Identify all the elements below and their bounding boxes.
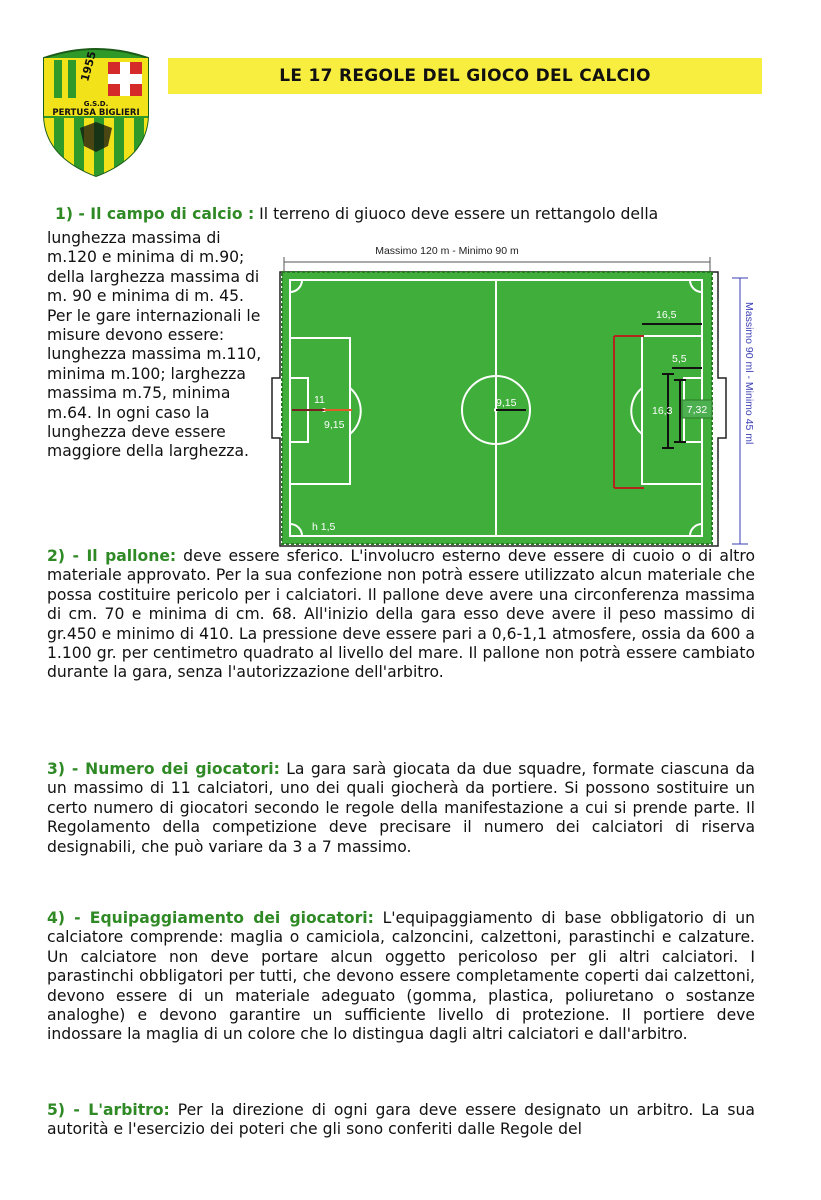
section-2-body: deve essere sferico. L'involucro esterno deve essere di cuoio o di altro materiale approvato. Per la sua confezione non potrà essere utilizzato alcun materiale che possa costituire pericolo per i calciatori. Il pallone deve avere una circonferenza massima di cm. 70 e minima di cm. 68. All'inizio della gara esso deve avere il peso massimo di gr.450 e minimo di 410. La pressione deve essere pari a 0,6-1,1 atmosfere, ossia da 600 a 1.100 gr. per centimetro quadrato al livello del mare. Il pallone non potrà essere cambiato durante la gara, senza l'autorizzazione dell'arbitro.: [47, 547, 755, 682]
section-5: [47, 1101, 755, 1140]
label-goal-area-width: 16,3: [652, 405, 673, 417]
label-goal-area-depth: 5,5: [672, 353, 687, 365]
logo-year: 1955: [78, 49, 99, 83]
logo-line2: PERTUSA BIGLIERI: [52, 108, 140, 118]
title-banner: [168, 58, 762, 94]
label-penalty-spot: 11: [314, 394, 325, 406]
section-3: [47, 760, 755, 857]
section-4-heading: 4) - Equipaggiamento dei giocatori:: [47, 909, 374, 927]
section-4: [47, 909, 755, 1045]
club-logo: [36, 44, 156, 178]
label-penalty-depth: 16,5: [656, 309, 677, 321]
section-1-intro: Il terreno di giuoco deve essere un rettangolo della: [254, 205, 659, 223]
section-5-body: Per la direzione di ogni gara deve essere designato un arbitro. La sua autorità e l'esercizio dei poteri che gli sono conferiti dalle Regole del: [47, 1101, 755, 1139]
field-side-dimension: Massimo 90 ml - Minimo 45 ml: [743, 302, 755, 445]
logo-line1: G.S.D.: [83, 100, 109, 108]
section-4-body: L'equipaggiamento di base obbligatorio di un calciatore comprende: maglia o camiciola, calzoncini, calzettoni, parastinchi e calzature. Un calciatore non deve portare alcun oggetto pericoloso per gli altri calciatori. I parastinchi obbligatori per tutti, che devono essere completamente coperti dai calzettoni, devono essere di un materiale adeguato (gomma, plastica, poliuretano o sostanze analoghe) e devono garantire un sufficiente livello di protezione. Il portiere deve indossare la maglia di un colore che lo distingua dagli altri calciatori e dall'arbitro.: [47, 909, 755, 1044]
label-goal-width: 7,32: [686, 404, 708, 416]
football-field-diagram: [262, 238, 762, 554]
page-title: LE 17 REGOLE DEL GIOCO DEL CALCIO: [279, 66, 651, 86]
section-3-body: La gara sarà giocata da due squadre, formate ciascuna da un massimo di 11 calciatori, uno dei quali giocherà da portiere. Si possono sostituire un certo numero di giocatori secondo le regole della manifestazione a cui si prende parte. Il Regolamento della competizione deve precisare il numero dei calciatori di riserva designabili, che può variare da 3 a 7 massimo.: [47, 760, 755, 856]
section-1-heading: 1) - Il campo di calcio :: [55, 205, 255, 223]
label-flag-height: h 1,5: [312, 521, 336, 533]
label-center-radius: 9,15: [496, 397, 517, 409]
field-top-dimension: Massimo 120 m - Minimo 90 m: [375, 245, 519, 257]
section-3-heading: 3) - Numero dei giocatori:: [47, 760, 280, 778]
section-1-first-line: [55, 205, 775, 224]
section-5-heading: 5) - L'arbitro:: [47, 1101, 170, 1119]
section-2: [47, 547, 755, 683]
section-1-body: lunghezza massima di m.120 e minima di m.90; della larghezza massima di m. 90 e minima di m. 45. Per le gare internazionali le misure devono essere: lunghezza massima m.110, minima m.100; larghezza massima m.75, minima m.64. In ogni caso la lunghezza deve essere maggiore della larghezza.: [47, 229, 262, 461]
section-2-heading: 2) - Il pallone:: [47, 547, 177, 565]
label-arc-radius: 9,15: [324, 419, 345, 431]
